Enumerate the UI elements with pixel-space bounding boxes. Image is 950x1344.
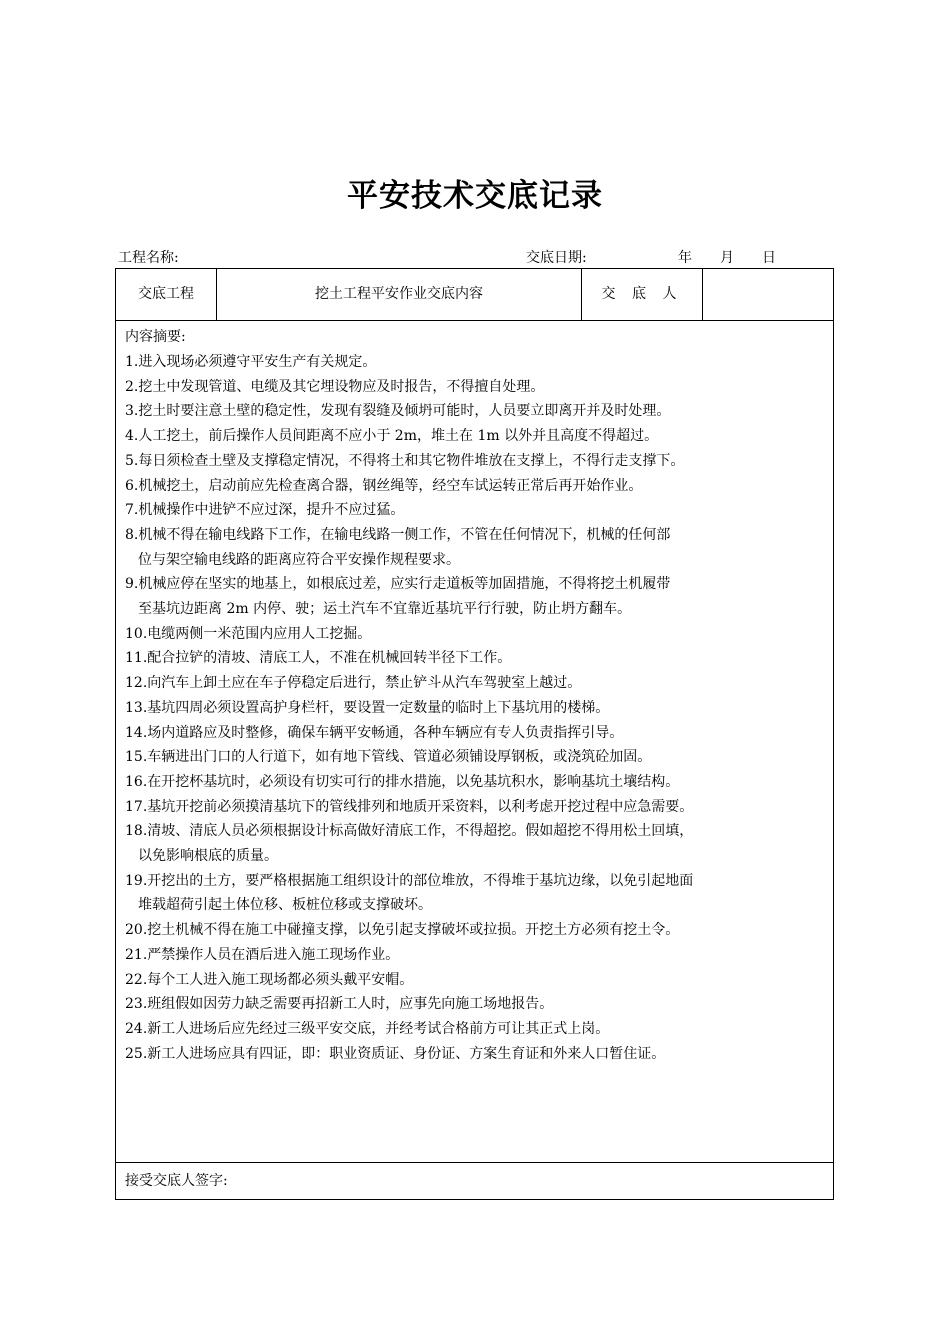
item-number: 4. [125,428,139,445]
item-number: 25. [125,1045,148,1062]
list-item [125,918,825,943]
item-text-continued: 堆载超荷引起土体位移、板桩位移或支撑破坏。 [138,897,432,914]
item-text: 场内道路应及时整修，确保车辆平安畅通，各种车辆应有专人负责指挥引导。 [147,724,624,741]
list-item [125,498,825,523]
list-item [125,745,825,770]
item-number: 10. [125,625,148,642]
item-number: 18. [125,823,148,840]
item-text: 严禁操作人员在酒后进入施工现场作业。 [147,946,400,963]
item-number: 5. [125,452,139,469]
document-title: 平安技术交底记录 [347,178,603,214]
header-discloser-value [703,269,833,320]
item-number: 13. [125,699,148,716]
item-text: 班组假如因劳力缺乏需要再招新工人时，应事先向施工场地报告。 [147,996,554,1013]
item-text: 机械不得在输电线路下工作，在输电线路一侧工作，不管在任何情况下，机械的任何部 [138,526,671,543]
item-text: 机械挖土，启动前应先检查离合器，钢丝绳等，经空车试运转正常后再开始作业。 [138,477,643,494]
list-item [125,795,825,820]
header-content-title: 挖土工程平安作业交底内容 [217,269,582,320]
item-text: 基坑四周必须设置高护身栏杆，要设置一定数量的临时上下基坑用的楼梯。 [147,699,610,716]
item-text: 进入现场必须遵守平安生产有关规定。 [138,354,377,370]
content-section [116,321,833,1163]
item-text: 电缆两侧一米范围内应用人工挖掘。 [147,625,372,642]
list-item [125,696,825,721]
date-label: 交底日期: [526,250,587,266]
item-number: 23. [125,996,148,1013]
list-item [125,869,825,918]
date-day-label: 日 [762,250,776,266]
item-number: 21. [125,946,148,963]
date-month-label: 月 [720,250,734,266]
item-number: 19. [125,872,148,889]
item-text: 在开挖杯基坑时，必须设有切实可行的排水措施，以免基坑积水，影响基坑土壤结构。 [147,773,680,790]
list-item [125,622,825,647]
header-project-label: 交底工程 [116,269,217,320]
list-item [125,572,825,621]
item-text: 挖土中发现管道、电缆及其它埋设物应及时报告，不得擅自处理。 [138,378,545,395]
item-number: 9. [125,576,139,593]
list-item [125,819,825,868]
item-number: 12. [125,675,148,692]
list-item [125,968,825,993]
list-item [125,992,825,1017]
list-item [125,943,825,968]
item-number: 17. [125,798,148,815]
item-text-continued: 以免影响根底的质量。 [138,848,278,865]
item-number: 2. [125,378,139,395]
list-item [125,375,825,400]
list-item [125,721,825,746]
header-discloser-label: 交 底 人 [582,269,703,320]
item-list [125,350,825,1066]
list-item [125,1017,825,1042]
item-text: 人工挖土，前后操作人员间距离不应小于 2m，堆土在 1m 以外并且高度不得超过。 [138,428,659,445]
item-text: 向汽车上卸土应在车子停稳定后进行，禁止铲斗从汽车驾驶室上越过。 [147,675,582,692]
list-item [125,350,825,375]
list-item [125,474,825,499]
item-text: 清坡、清底人员必须根据设计标高做好清底工作，不得超挖。假如超挖不得用松土回填， [147,823,694,840]
item-number: 8. [125,526,139,543]
list-item [125,523,825,572]
list-item [125,399,825,424]
item-number: 16. [125,773,148,790]
list-item [125,671,825,696]
item-number: 3. [125,403,139,420]
item-number: 6. [125,477,139,494]
item-text: 挖土机械不得在施工中碰撞支撑，以免引起支撑破坏或拉损。开挖土方必须有挖土令。 [147,922,680,939]
list-item [125,424,825,449]
item-text: 每日须检查土壁及支撑稳定情况，不得将土和其它物件堆放在支撑上，不得行走支撑下。 [138,452,685,469]
project-name-label: 工程名称: [118,250,179,266]
disclosure-form [115,268,834,1200]
summary-label: 内容摘要: [125,329,186,345]
item-text: 配合拉铲的清坡、清底工人，不准在机械回转半径下工作。 [147,650,512,667]
receiver-signature-label: 接受交底人签字: [125,1173,228,1189]
list-item [125,770,825,795]
item-number: 1. [125,354,139,370]
item-number: 7. [125,502,139,519]
list-item [125,1042,825,1067]
item-text-continued: 位与架空输电线路的距离应符合平安操作规程要求。 [138,551,460,568]
item-number: 24. [125,1020,148,1037]
item-number: 22. [125,971,148,988]
meta-row [118,247,833,269]
date-year-label: 年 [678,250,692,266]
item-text: 新工人进场后应先经过三级平安交底，并经考试合格前方可让其正式上岗。 [147,1020,610,1037]
item-number: 20. [125,922,148,939]
item-text: 挖土时要注意土壁的稳定性，发现有裂缝及倾坍可能时，人员要立即离开并及时处理。 [138,403,671,420]
item-text: 机械应停在坚实的地基上，如根底过差，应实行走道板等加固措施，不得将挖土机履带 [138,576,671,593]
item-number: 15. [125,749,148,766]
item-number: 14. [125,724,148,741]
item-text-continued: 至基坑边距离 2m 内停、驶；运土汽车不宜靠近基坑平行行驶，防止坍方翻车。 [138,601,632,618]
item-number: 11. [125,650,148,667]
item-text: 基坑开挖前必须摸清基坑下的管线排列和地质开采资料，以利考虑开挖过程中应急需要。 [147,798,694,815]
item-text: 车辆进出门口的人行道下，如有地下管线、管道必须铺设厚钢板，或浇筑砼加固。 [147,749,652,766]
item-text: 机械操作中进铲不应过深，提升不应过猛。 [138,502,405,519]
item-text: 每个工人进入施工现场都必须头戴平安帽。 [147,971,414,988]
item-text: 开挖出的土方，要严格根据施工组织设计的部位堆放，不得堆于基坑边缘，以免引起地面 [147,872,694,889]
item-text: 新工人进场应具有四证，即：职业资质证、身份证、方案生育证和外来人口暂住证。 [147,1045,666,1062]
form-header-row [116,269,833,321]
list-item [125,646,825,671]
list-item [125,449,825,474]
